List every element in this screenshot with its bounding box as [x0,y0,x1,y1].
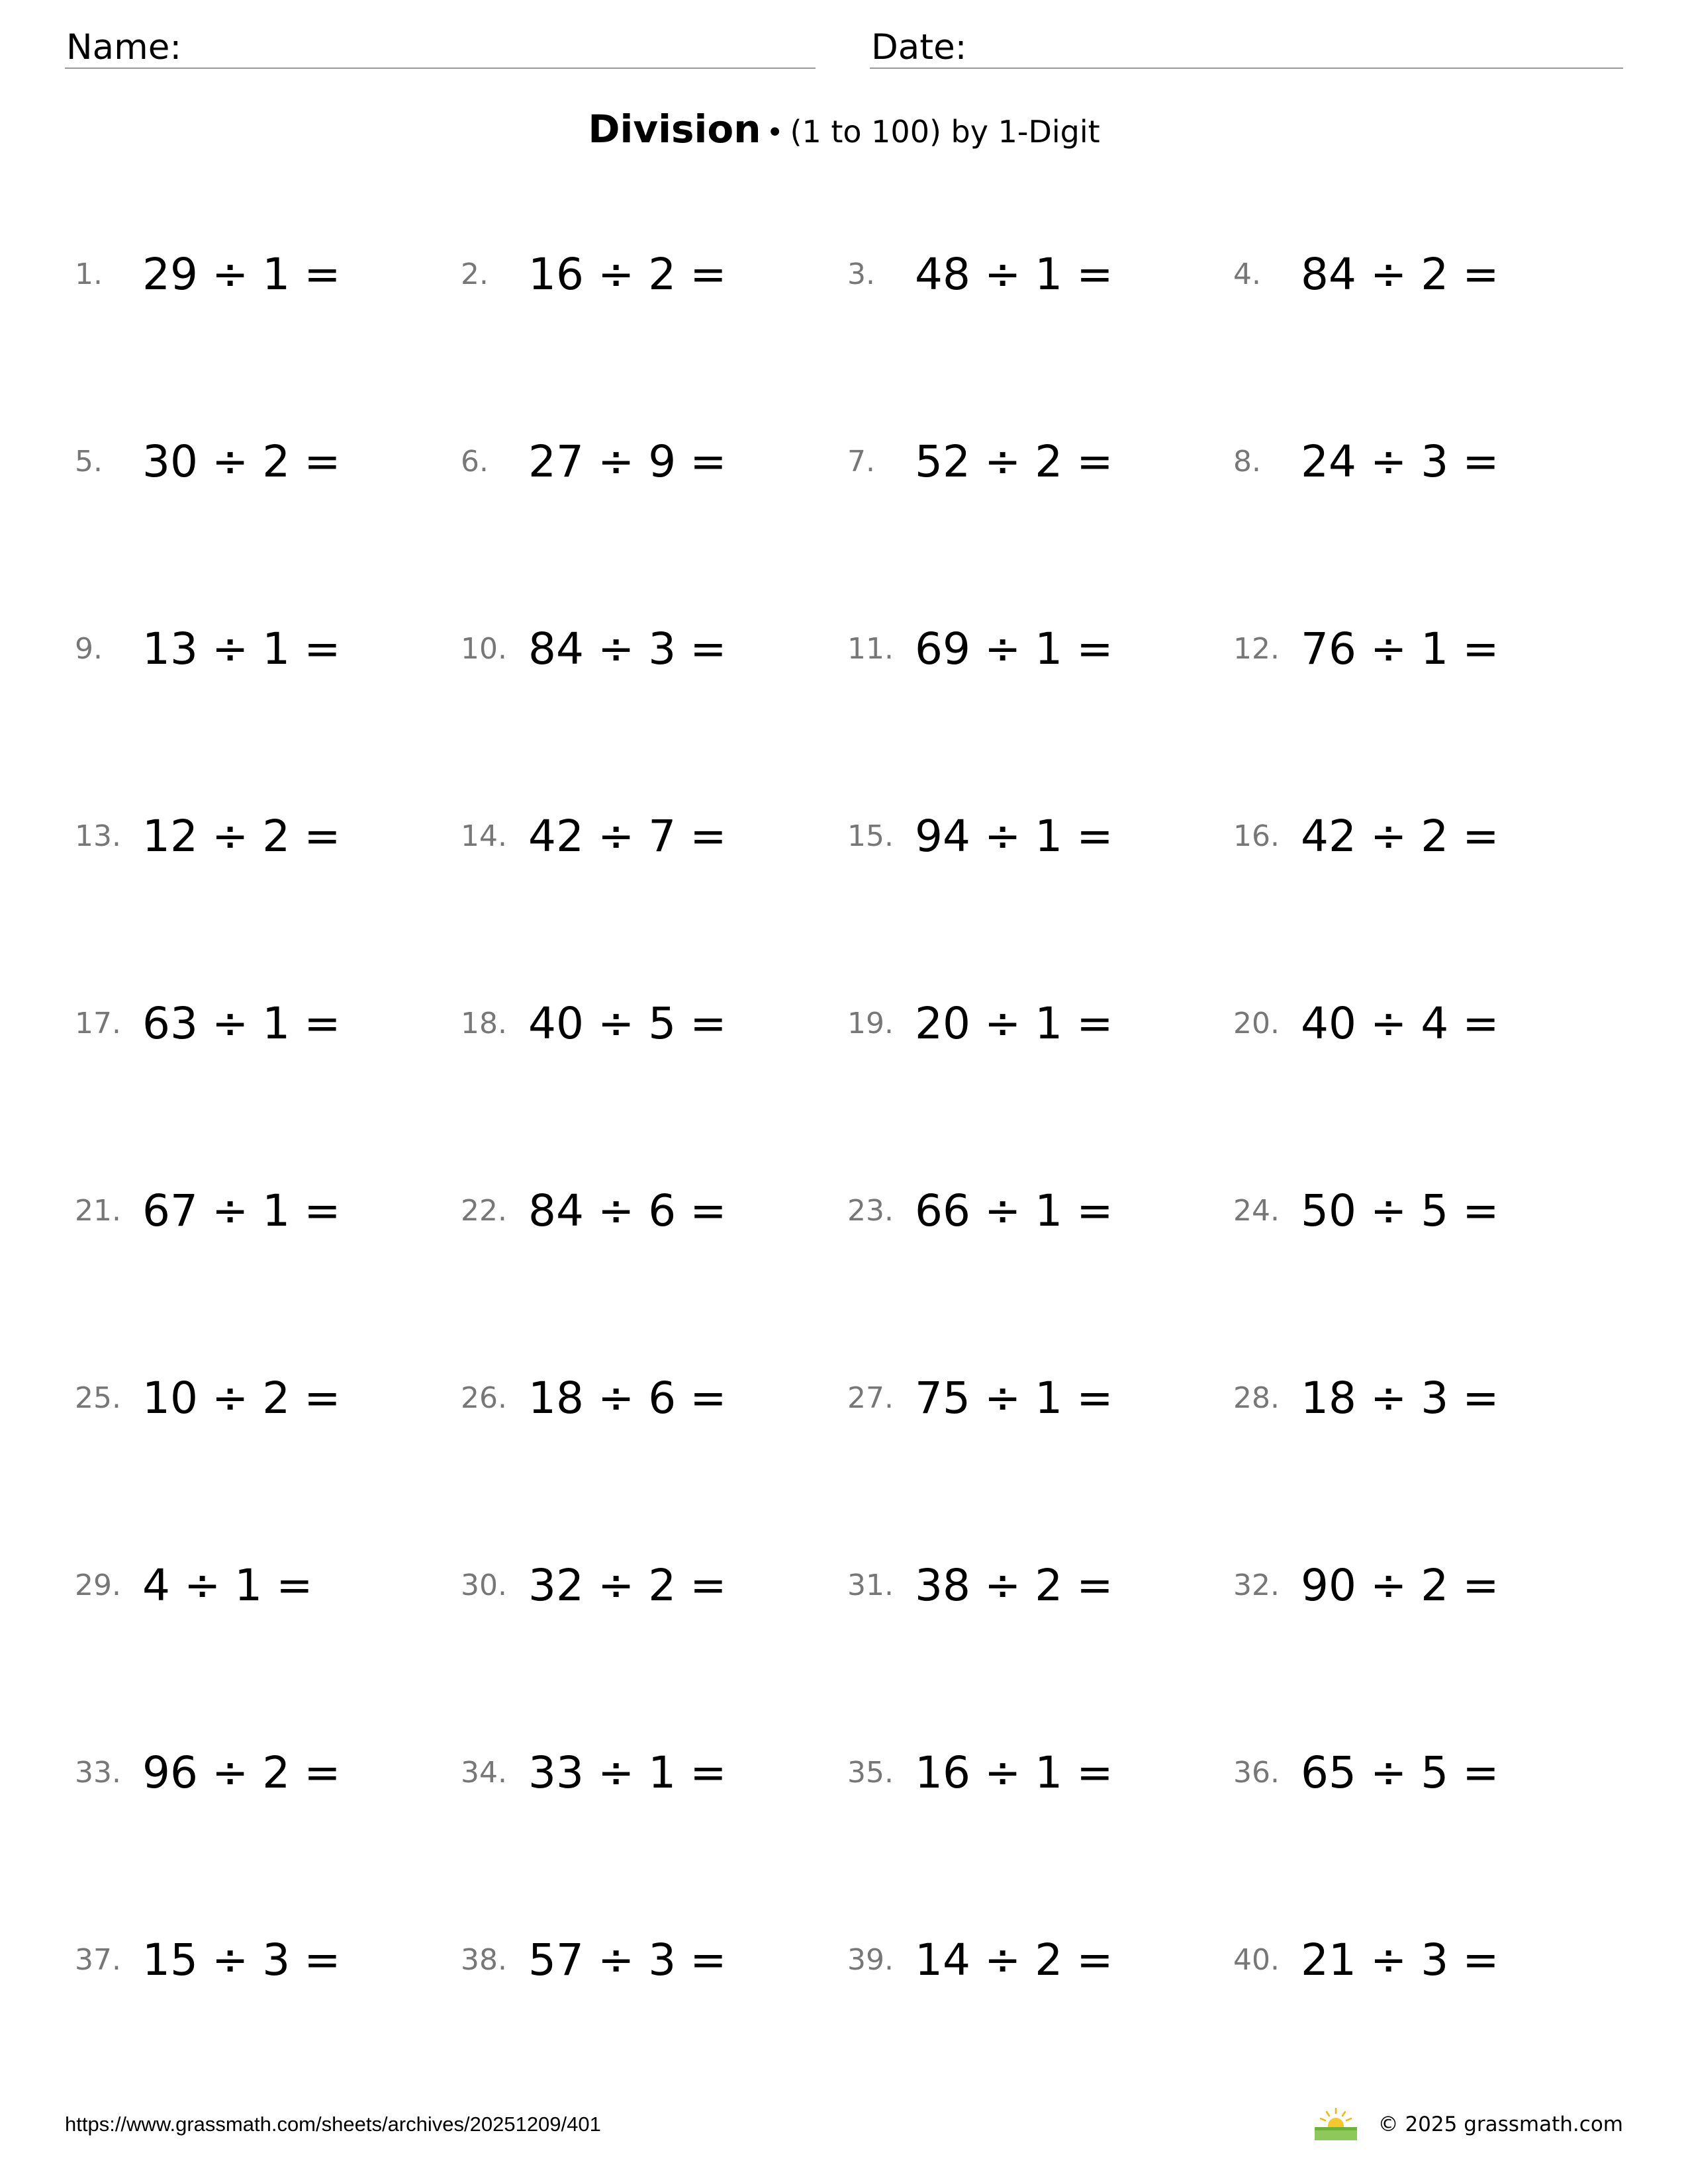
problem-number: 15. [847,819,894,853]
problem-number: 26. [461,1381,507,1415]
problem-number: 29. [75,1569,121,1602]
problem-number: 14. [461,819,507,853]
date-field[interactable] [870,25,1623,69]
problem-number: 24. [1233,1194,1280,1228]
problem-expression: 15 ÷ 3 = [142,1934,341,1985]
problem-expression: 4 ÷ 1 = [142,1560,313,1611]
problem-expression: 66 ÷ 1 = [915,1185,1113,1236]
problem-expression: 76 ÷ 1 = [1301,623,1499,674]
problem-number: 10. [461,632,507,666]
problem-grid [0,245,1688,2144]
problem-number: 31. [847,1569,894,1602]
problem-expression: 10 ÷ 2 = [142,1373,341,1424]
problem-expression: 63 ÷ 1 = [142,998,341,1049]
problem-expression: 38 ÷ 2 = [915,1560,1113,1611]
problem-number: 19. [847,1007,894,1040]
problem-number: 6. [461,445,489,478]
problem-expression: 33 ÷ 1 = [528,1747,727,1798]
problem-number: 33. [75,1756,121,1790]
problem-expression: 21 ÷ 3 = [1301,1934,1499,1985]
problem-number: 36. [1233,1756,1280,1790]
problem-number: 20. [1233,1007,1280,1040]
title-subtitle: (1 to 100) by 1-Digit [790,114,1100,150]
problem-expression: 24 ÷ 3 = [1301,436,1499,487]
problem-expression: 32 ÷ 2 = [528,1560,727,1611]
worksheet-title [0,106,1688,156]
problem-number: 37. [75,1943,121,1977]
problem-expression: 84 ÷ 2 = [1301,249,1499,300]
problem-expression: 29 ÷ 1 = [142,249,341,300]
problem-expression: 40 ÷ 5 = [528,998,727,1049]
problem-expression: 50 ÷ 5 = [1301,1185,1499,1236]
problem-expression: 42 ÷ 2 = [1301,811,1499,862]
problem-number: 22. [461,1194,507,1228]
name-label: Name: [66,27,182,68]
title-separator: • [766,116,784,150]
problem-number: 1. [75,257,103,291]
problem-expression: 27 ÷ 9 = [528,436,727,487]
problem-expression: 96 ÷ 2 = [142,1747,341,1798]
name-field[interactable] [65,25,816,69]
problem-expression: 57 ÷ 3 = [528,1934,727,1985]
problem-number: 13. [75,819,121,853]
problem-expression: 16 ÷ 2 = [528,249,727,300]
problem-expression: 42 ÷ 7 = [528,811,727,862]
problem-number: 39. [847,1943,894,1977]
title-main: Division [588,107,761,152]
problem-expression: 16 ÷ 1 = [915,1747,1113,1798]
problem-number: 21. [75,1194,121,1228]
copyright: © 2025 grassmath.com [1378,2113,1623,2136]
sun-over-grass-icon [1312,2107,1360,2142]
problem-expression: 13 ÷ 1 = [142,623,341,674]
problem-expression: 84 ÷ 6 = [528,1185,727,1236]
problem-number: 16. [1233,819,1280,853]
problem-number: 28. [1233,1381,1280,1415]
problem-expression: 69 ÷ 1 = [915,623,1113,674]
problem-number: 2. [461,257,489,291]
problem-expression: 18 ÷ 3 = [1301,1373,1499,1424]
problem-number: 17. [75,1007,121,1040]
problem-number: 8. [1233,445,1261,478]
problem-expression: 75 ÷ 1 = [915,1373,1113,1424]
footer-branding [1312,2105,1623,2144]
problem-expression: 30 ÷ 2 = [142,436,341,487]
problem-number: 9. [75,632,103,666]
problem-expression: 65 ÷ 5 = [1301,1747,1499,1798]
problem-number: 3. [847,257,875,291]
problem-expression: 14 ÷ 2 = [915,1934,1113,1985]
problem-number: 35. [847,1756,894,1790]
problem-number: 11. [847,632,894,666]
problem-number: 25. [75,1381,121,1415]
problem-number: 12. [1233,632,1280,666]
problem-expression: 84 ÷ 3 = [528,623,727,674]
problem-expression: 18 ÷ 6 = [528,1373,727,1424]
problem-number: 7. [847,445,875,478]
problem-expression: 12 ÷ 2 = [142,811,341,862]
date-label: Date: [871,27,967,68]
problem-expression: 90 ÷ 2 = [1301,1560,1499,1611]
problem-expression: 52 ÷ 2 = [915,436,1113,487]
problem-expression: 94 ÷ 1 = [915,811,1113,862]
problem-expression: 40 ÷ 4 = [1301,998,1499,1049]
problem-expression: 20 ÷ 1 = [915,998,1113,1049]
problem-expression: 67 ÷ 1 = [142,1185,341,1236]
problem-number: 38. [461,1943,507,1977]
footer-url: https://www.grassmath.com/sheets/archives/20251209/401 [65,2113,601,2136]
problem-number: 27. [847,1381,894,1415]
problem-number: 4. [1233,257,1261,291]
problem-number: 34. [461,1756,507,1790]
problem-number: 5. [75,445,103,478]
problem-number: 18. [461,1007,507,1040]
problem-number: 30. [461,1569,507,1602]
problem-number: 32. [1233,1569,1280,1602]
problem-expression: 48 ÷ 1 = [915,249,1113,300]
problem-number: 23. [847,1194,894,1228]
problem-number: 40. [1233,1943,1280,1977]
